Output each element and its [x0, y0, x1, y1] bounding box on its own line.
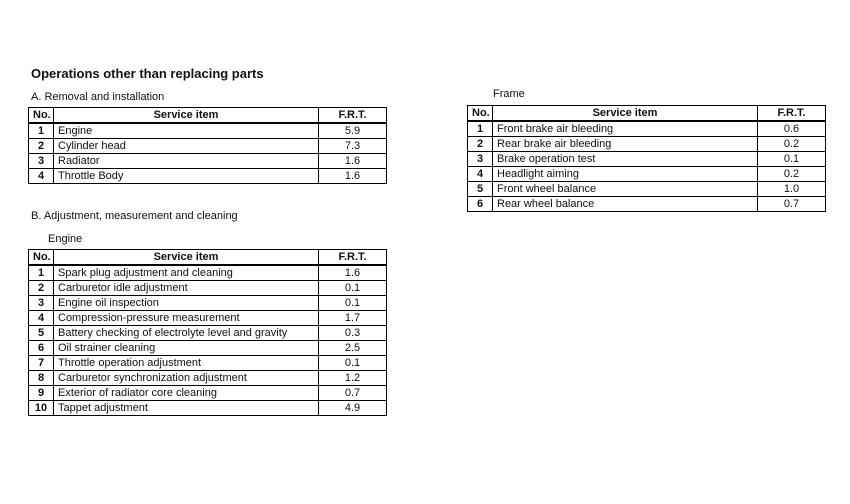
frt-value: 1.6 — [319, 265, 387, 281]
frt-value: 0.1 — [319, 296, 387, 311]
table-row — [468, 121, 826, 137]
row-number: 1 — [29, 123, 54, 139]
column-header-no: No. — [468, 106, 493, 122]
row-number: 4 — [29, 311, 54, 326]
frt-value: 7.3 — [319, 139, 387, 154]
service-item: Oil strainer cleaning — [54, 341, 319, 356]
table-row — [29, 401, 387, 416]
table-row — [29, 326, 387, 341]
column-header-frt: F.R.T. — [319, 108, 387, 124]
row-number: 1 — [468, 121, 493, 137]
table-row — [29, 386, 387, 401]
column-header-frt: F.R.T. — [319, 250, 387, 266]
column-header-service-item: Service item — [54, 108, 319, 124]
adjustment-engine-table — [28, 249, 387, 416]
row-number: 2 — [468, 137, 493, 152]
service-item: Carburetor idle adjustment — [54, 281, 319, 296]
row-number: 4 — [468, 167, 493, 182]
table-row — [468, 182, 826, 197]
frt-value: 0.2 — [758, 137, 826, 152]
section-b-title: B. Adjustment, measurement and cleaning — [31, 210, 238, 222]
frt-value: 1.2 — [319, 371, 387, 386]
row-number: 8 — [29, 371, 54, 386]
column-header-no: No. — [29, 108, 54, 124]
service-item: Spark plug adjustment and cleaning — [54, 265, 319, 281]
row-number: 10 — [29, 401, 54, 416]
table-row — [468, 152, 826, 167]
table-header-row — [468, 106, 826, 122]
row-number: 7 — [29, 356, 54, 371]
row-number: 3 — [29, 154, 54, 169]
service-item: Cylinder head — [54, 139, 319, 154]
removal-installation-table — [28, 107, 387, 184]
frt-value: 0.1 — [319, 281, 387, 296]
table-row — [468, 137, 826, 152]
frt-value: 1.6 — [319, 154, 387, 169]
frt-value: 0.1 — [758, 152, 826, 167]
table-row — [29, 371, 387, 386]
table-row — [29, 123, 387, 139]
row-number: 6 — [29, 341, 54, 356]
row-number: 6 — [468, 197, 493, 212]
frt-value: 0.2 — [758, 167, 826, 182]
table-row — [29, 341, 387, 356]
row-number: 2 — [29, 139, 54, 154]
row-number: 1 — [29, 265, 54, 281]
page-title: Operations other than replacing parts — [31, 66, 264, 81]
table-row — [468, 167, 826, 182]
frt-value: 1.6 — [319, 169, 387, 184]
table-header-row — [29, 250, 387, 266]
service-item: Compression-pressure measurement — [54, 311, 319, 326]
table-row — [29, 311, 387, 326]
service-item: Battery checking of electrolyte level and gravity — [54, 326, 319, 341]
table-row — [29, 154, 387, 169]
row-number: 5 — [468, 182, 493, 197]
service-item: Carburetor synchronization adjustment — [54, 371, 319, 386]
service-item: Radiator — [54, 154, 319, 169]
service-item: Engine oil inspection — [54, 296, 319, 311]
frt-value: 0.7 — [319, 386, 387, 401]
column-header-service-item: Service item — [493, 106, 758, 122]
table-row — [29, 356, 387, 371]
column-header-service-item: Service item — [54, 250, 319, 266]
section-a-title: A. Removal and installation — [31, 91, 165, 103]
table-row — [29, 169, 387, 184]
service-item: Headlight aiming — [493, 167, 758, 182]
service-item: Front brake air bleeding — [493, 121, 758, 137]
service-item: Rear brake air bleeding — [493, 137, 758, 152]
table-row — [29, 296, 387, 311]
service-item: Engine — [54, 123, 319, 139]
column-header-frt: F.R.T. — [758, 106, 826, 122]
frame-section-title: Frame — [493, 88, 525, 100]
frame-table — [467, 105, 826, 212]
table-header-row — [29, 108, 387, 124]
row-number: 9 — [29, 386, 54, 401]
frt-value: 1.7 — [319, 311, 387, 326]
frt-value: 4.9 — [319, 401, 387, 416]
table-row — [468, 197, 826, 212]
table-row — [29, 265, 387, 281]
service-item: Front wheel balance — [493, 182, 758, 197]
frt-value: 5.9 — [319, 123, 387, 139]
row-number: 3 — [468, 152, 493, 167]
frt-value: 2.5 — [319, 341, 387, 356]
row-number: 4 — [29, 169, 54, 184]
row-number: 5 — [29, 326, 54, 341]
section-b-subtitle: Engine — [48, 233, 83, 245]
frt-value: 0.3 — [319, 326, 387, 341]
row-number: 3 — [29, 296, 54, 311]
service-item: Throttle operation adjustment — [54, 356, 319, 371]
column-header-no: No. — [29, 250, 54, 266]
service-item: Brake operation test — [493, 152, 758, 167]
frt-value: 0.7 — [758, 197, 826, 212]
frt-value: 0.1 — [319, 356, 387, 371]
table-row — [29, 139, 387, 154]
service-item: Throttle Body — [54, 169, 319, 184]
frt-value: 0.6 — [758, 121, 826, 137]
row-number: 2 — [29, 281, 54, 296]
service-item: Rear wheel balance — [493, 197, 758, 212]
service-item: Exterior of radiator core cleaning — [54, 386, 319, 401]
service-item: Tappet adjustment — [54, 401, 319, 416]
table-row — [29, 281, 387, 296]
frt-value: 1.0 — [758, 182, 826, 197]
